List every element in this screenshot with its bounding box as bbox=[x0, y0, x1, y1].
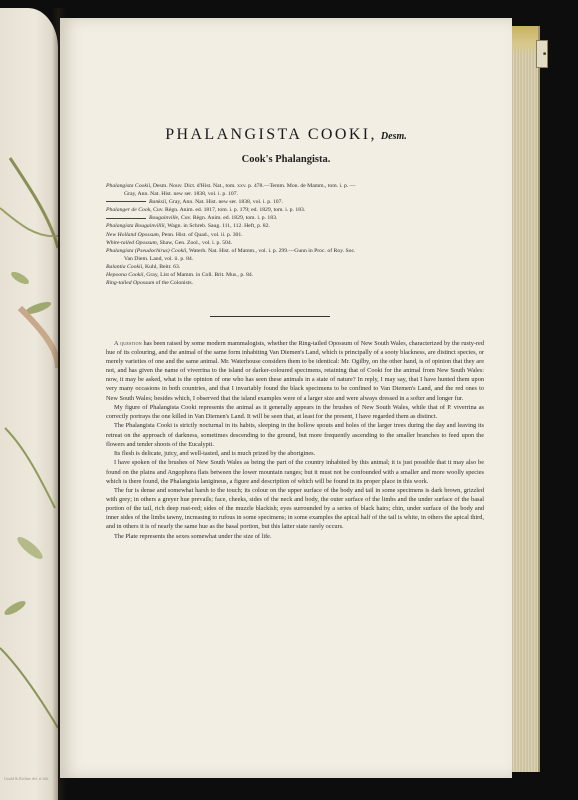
paragraph: The fur is dense and somewhat harsh to the touch; its colour on the upper surface of the body and tail in some specimens is dark brown, grizzled with grey; in others a greyer hue prevails; face, cheeks, sides of the neck and body, the outer surface of the limbs and the under surface of the basal portion of the tail, rich deep rust-red; sides of the muzzle blackish; eyes surrounded by a series of black hairs; chin, under surface of the body and inner sides of the limbs tawny, increasing to rufous in some specimens; in some examples the apical half of the tail is white, in others the apical third, and in others it is of nearly the same hue as the basal portion, but this latter state rarely occurs. bbox=[106, 486, 484, 531]
page-edges bbox=[510, 26, 540, 772]
paragraph: The Plate represents the sexes somewhat under the size of life. bbox=[114, 532, 272, 540]
synonym-entry: Phalangista Bougainvillii, Wagn. in Schreb. Saug. 111, 112. Heft, p. 82. bbox=[106, 223, 270, 230]
synonym-entry: Gray, Ann. Nat. Hist. new ser. 1838, vol. i. p. 107. bbox=[124, 191, 239, 198]
synonym-entry: Banksii, Gray, Ann. Nat. Hist. new ser. 1838, vol. i. p. 107. bbox=[106, 198, 446, 206]
page-subtitle: Cook's Phalangista. bbox=[241, 154, 331, 165]
paragraph: I have spoken of the brushes of New South Wales as being the part of the country inhabited by this animal; it is just possible that it may also be found on the plains and Angophora flats between the lower mountain ranges; but it must not be confounded with a smaller and more woolly species which is there found, the Phalangista lanigineus, a figure and description of which will be found in its proper place in this work. bbox=[106, 459, 484, 485]
plate-caption: Gould & Richter del. et lith. bbox=[4, 776, 49, 781]
paragraph: My figure of Phalangista Cooki represents the animal as it generally appears in the brushes of New South Wales, while that of P. viverrina as correctly portrays the one killed in Van Diemen's Land. It will be seen that, at least for the present, I have regarded them as distinct. bbox=[106, 403, 484, 421]
synonym-entry: Van Diem. Land, vol. ii. p. 84. bbox=[124, 255, 194, 262]
synonym-entry: Phalangista (Pseudochirus) Cookii, Waterh. Nat. Hist. of Mamm., vol. i. p. 299.—Gunn in Proc. of Roy. Soc. bbox=[106, 247, 356, 254]
synonym-entry: Phalangista Cookii, Desm. Nouv. Dict. d'Hist. Nat., tom. xxv. p. 478.—Temm. Mon. de Mamm., tom. i. p. — bbox=[106, 183, 356, 189]
title-authority: Desm. bbox=[380, 131, 407, 142]
synonym-entry: Bougainville, Cuv. Règn. Anim. ed. 1829, tom. i. p. 183. bbox=[106, 214, 446, 222]
synonym-entry: New Holland Opossum, Penn. Hist. of Quad., vol. ii. p. 301. bbox=[106, 231, 243, 238]
paragraph: The Phalangista Cooki is strictly nocturnal in its habits, sleeping in the hollow spouts and holes of the larger trees during the day and leaving its retreat on the approach of darkness, sometimes descending to the ground, but more frequently ascending to the smaller branches to feed upon the flowers and tender shoots of the Eucalypti. bbox=[106, 422, 484, 448]
gilt-edge bbox=[512, 26, 538, 56]
body-text bbox=[106, 339, 484, 541]
page-tab: ■ bbox=[536, 40, 548, 68]
page-title bbox=[60, 126, 512, 144]
synonym-entry: White-tailed Opossum, Shaw, Gen. Zool., vol. i. p. 504. bbox=[106, 239, 233, 246]
synonym-entry: Hepoona Cookii, Gray, List of Mamm. in Coll. Brit. Mus., p. 84. bbox=[106, 272, 254, 279]
synonymy-list bbox=[106, 182, 446, 287]
plate-illustration bbox=[0, 8, 58, 800]
paragraph: Its flesh is delicate, juicy, and well-tasted, and is much prized by the aborigines. bbox=[114, 450, 316, 458]
text-page bbox=[60, 18, 512, 778]
paragraph: A question has been raised by some modern mammalogists, whether the Ring-tailed Opossum of New South Wales, characterized by the rusty-red hue of its colouring, and the animal of the same form inhabiting Van Diemen's Land, which is principally of a sooty blackness, are distinct species, or merely varieties of one and the same animal. Mr. Waterhouse considers them to be identical: Mr. Ogilby, on the other hand, is of opinion that they are not, and has given the name of viverrina to the island or darker-coloured specimens, retaining that of Cooki for the animal from New South Wales: now, it may be asked, what is the opinion of one who has seen these animals in a state of nature? In reply, I may say, that I have hunted them upon very many occasions in both countries, and that I invariably found the black specimens to be confined to Van Diemen's Land, and the red ones to New South Wales; besides which, I observed that the island examples were of a larger size and were always dressed in a softer and longer fur. bbox=[106, 340, 484, 402]
synonym-entry: Phalanger de Cook, Cuv. Règn. Anim. ed. 1817, tom. i. p. 179; ed. 1829, tom. i. p. 183. bbox=[106, 207, 306, 214]
title-species: PHALANGISTA COOKI, bbox=[165, 126, 377, 143]
section-divider bbox=[210, 316, 330, 317]
facing-plate-page bbox=[0, 8, 58, 800]
synonym-entry: Ring-tailed Opossum of the Colonists. bbox=[106, 280, 194, 287]
synonym-entry: Balantia Cookii, Kuhl, Beitr. 63. bbox=[106, 263, 181, 270]
